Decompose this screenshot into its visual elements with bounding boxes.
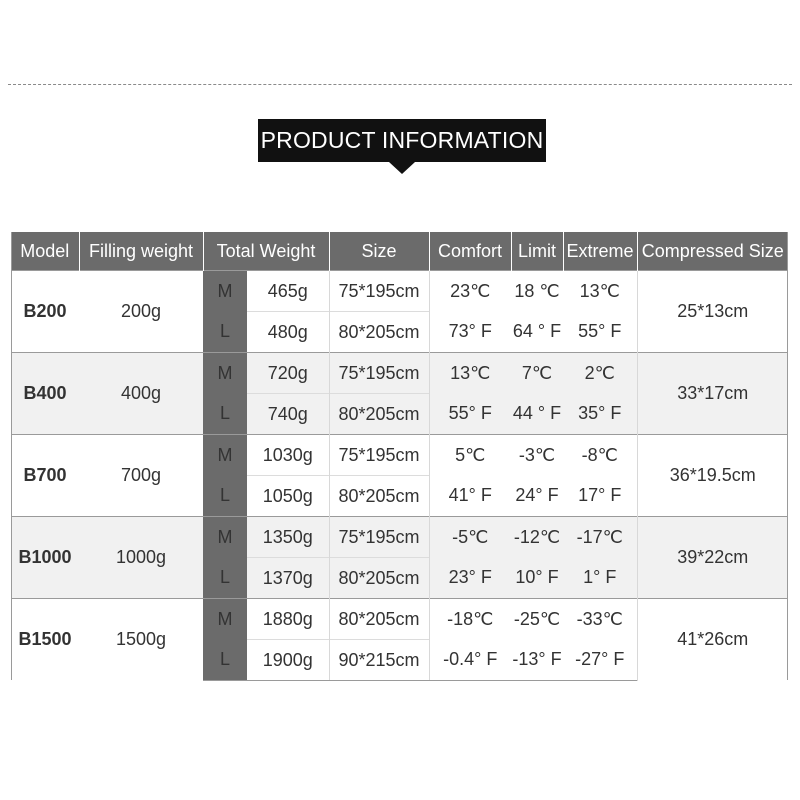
size-cell: 80*205cm	[329, 558, 429, 599]
extreme-cell: 55° F	[578, 321, 622, 342]
weight-cell: 740g	[247, 394, 329, 435]
header-filling-weight: Filling weight	[79, 232, 203, 271]
extreme-cell: 17° F	[578, 485, 622, 506]
size-code-cell: L	[203, 394, 247, 435]
comfort-cell: -5℃	[429, 517, 511, 558]
extreme-cell: -17℃	[563, 517, 637, 558]
weight-cell: 465g	[247, 271, 329, 312]
product-spec-table	[11, 232, 788, 681]
title-pointer-icon	[389, 162, 415, 174]
size-code-cell: L	[203, 476, 247, 517]
header-compressed-size: Compressed Size	[637, 232, 788, 271]
filling-weight-cell: 1500g	[79, 599, 203, 681]
size-cell: 80*205cm	[329, 312, 429, 353]
size-code-cell: L	[203, 312, 247, 353]
model-cell: B1500	[11, 599, 79, 681]
size-code-cell: M	[203, 435, 247, 476]
weight-cell: 1880g	[247, 599, 329, 640]
size-cell: 80*205cm	[329, 599, 429, 640]
header-extreme: Extreme	[563, 232, 637, 271]
filling-weight-cell: 700g	[79, 435, 203, 517]
extreme-cell: 13℃	[563, 271, 637, 312]
weight-cell: 480g	[247, 312, 329, 353]
model-cell: B200	[11, 271, 79, 353]
limit-cell: 7℃	[511, 353, 563, 394]
limit-cell: 18 ℃	[511, 271, 563, 312]
header-size: Size	[329, 232, 429, 271]
filling-weight-cell: 400g	[79, 353, 203, 435]
section-title	[258, 119, 546, 162]
table-row	[11, 435, 788, 476]
compressed-size-cell: 39*22cm	[637, 517, 788, 599]
comfort-cell: 55° F	[429, 394, 511, 435]
comfort-cell: -0.4° F	[429, 640, 511, 681]
size-code-cell: L	[203, 640, 247, 681]
compressed-size-cell: 33*17cm	[637, 353, 788, 435]
weight-cell: 1350g	[247, 517, 329, 558]
limit-cell: 64 ° F	[512, 321, 562, 342]
size-cell: 80*205cm	[329, 394, 429, 435]
compressed-size-cell: 41*26cm	[637, 599, 788, 681]
limit-cell: 24° F	[515, 485, 559, 506]
table-row	[11, 599, 788, 640]
model-cell: B700	[11, 435, 79, 517]
comfort-cell: 41° F	[448, 485, 492, 506]
extreme-cell: -27° F	[563, 640, 637, 681]
limit-cell: -25℃	[511, 599, 563, 640]
comfort-cell: 73° F	[448, 321, 492, 342]
comfort-cell: 23℃	[429, 271, 511, 312]
size-code-cell: M	[203, 599, 247, 640]
model-cell: B400	[11, 353, 79, 435]
table-row	[11, 271, 788, 312]
comfort-cell: 13℃	[429, 353, 511, 394]
weight-cell: 1900g	[247, 640, 329, 681]
size-cell: 75*195cm	[329, 435, 429, 476]
extreme-cell: 1° F	[563, 558, 637, 599]
header-total-weight: Total Weight	[203, 232, 329, 271]
table-row	[11, 517, 788, 558]
comfort-cell: 23° F	[429, 558, 511, 599]
filling-weight-cell: 1000g	[79, 517, 203, 599]
extreme-cell: -33℃	[563, 599, 637, 640]
size-cell: 75*195cm	[329, 353, 429, 394]
size-cell: 75*195cm	[329, 271, 429, 312]
compressed-size-cell: 25*13cm	[637, 271, 788, 353]
section-title-text: PRODUCT INFORMATION	[260, 127, 544, 153]
size-cell: 80*205cm	[329, 476, 429, 517]
extreme-cell: 2℃	[563, 353, 637, 394]
size-code-cell: M	[203, 353, 247, 394]
size-cell: 90*215cm	[329, 640, 429, 681]
weight-cell: 1030g	[247, 435, 329, 476]
table-row	[11, 353, 788, 394]
extreme-cell: 35° F	[563, 394, 637, 435]
filling-weight-cell: 200g	[79, 271, 203, 353]
weight-cell: 1050g	[247, 476, 329, 517]
limit-cell: -12℃	[511, 517, 563, 558]
limit-cell: -3℃	[511, 435, 563, 476]
size-code-cell: M	[203, 517, 247, 558]
weight-cell: 1370g	[247, 558, 329, 599]
compressed-size-cell: 36*19.5cm	[637, 435, 788, 517]
weight-cell: 720g	[247, 353, 329, 394]
header-limit: Limit	[511, 232, 563, 271]
comfort-cell: 5℃	[429, 435, 511, 476]
limit-cell: 10° F	[511, 558, 563, 599]
limit-cell: -13° F	[511, 640, 563, 681]
header-model: Model	[11, 232, 79, 271]
extreme-cell: -8℃	[563, 435, 637, 476]
limit-cell: 44 ° F	[511, 394, 563, 435]
table-header-row	[11, 232, 788, 271]
size-cell: 75*195cm	[329, 517, 429, 558]
comfort-cell: -18℃	[429, 599, 511, 640]
size-code-cell: M	[203, 271, 247, 312]
header-comfort: Comfort	[429, 232, 511, 271]
size-code-cell: L	[203, 558, 247, 599]
dashed-divider	[8, 84, 792, 85]
model-cell: B1000	[11, 517, 79, 599]
